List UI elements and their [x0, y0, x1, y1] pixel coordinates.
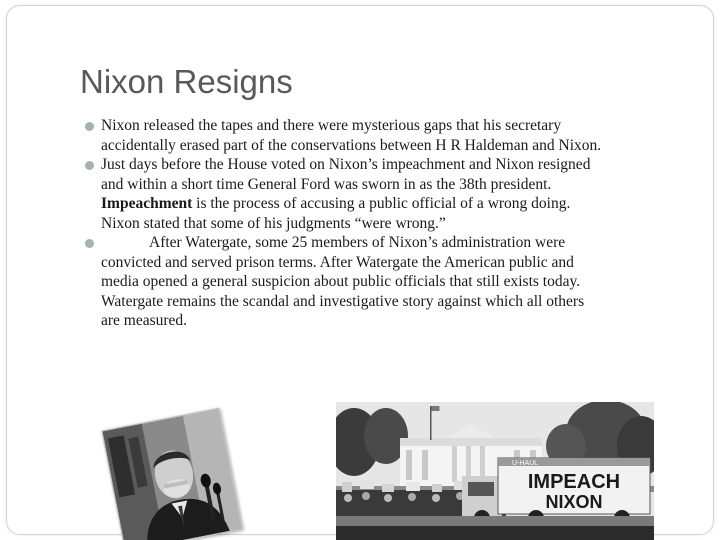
- bullet-list: [84, 116, 684, 331]
- bullet-line: Just days before the House voted on Nixon’s impeachment and Nixon resigned: [101, 156, 591, 173]
- impeachment-term: Impeachment: [101, 195, 193, 212]
- bullet-line: Watergate remains the scandal and investigative story against which all others: [101, 292, 585, 310]
- bullet-line: media opened a general suspicion about public officials that still exists today.: [101, 273, 581, 290]
- bullet-line: Nixon released the tapes and there were mysterious gaps that his secretary: [101, 117, 562, 134]
- bullet-line: are measured.: [101, 312, 188, 329]
- nixon-quote-line: Nixon stated that some of his judgments “were wrong.”: [101, 214, 446, 232]
- bullet-line: and within a short time General Ford was sworn in as the 38th president.: [101, 175, 552, 193]
- white-house-protest-photo: [336, 402, 654, 540]
- bullet-item-resignation: [84, 155, 684, 233]
- truck-nixon-text: NIXON: [545, 492, 603, 512]
- slide-title: Nixon Resigns: [80, 63, 293, 100]
- bullet-line: After Watergate, some 25 members of Nixon’s administration were: [149, 234, 566, 251]
- impeachment-rest: is the process of accusing a public official of a wrong doing.: [192, 195, 571, 212]
- bullet-line: convicted and served prison terms. After Watergate the American public and: [101, 253, 574, 271]
- truck-impeach-text: IMPEACH: [527, 471, 621, 493]
- bullet-item-aftermath: [84, 233, 684, 331]
- bullet-line: accidentally erased part of the conservations between H R Haldeman and Nixon.: [101, 136, 602, 154]
- impeachment-definition: [101, 194, 684, 214]
- nixon-portrait-photo: [101, 408, 242, 540]
- protest-illustration: [336, 402, 654, 540]
- portrait-illustration: [102, 409, 241, 540]
- truck-brand-text: U-HAUL: [512, 460, 539, 467]
- bullet-item-tapes: [84, 116, 684, 155]
